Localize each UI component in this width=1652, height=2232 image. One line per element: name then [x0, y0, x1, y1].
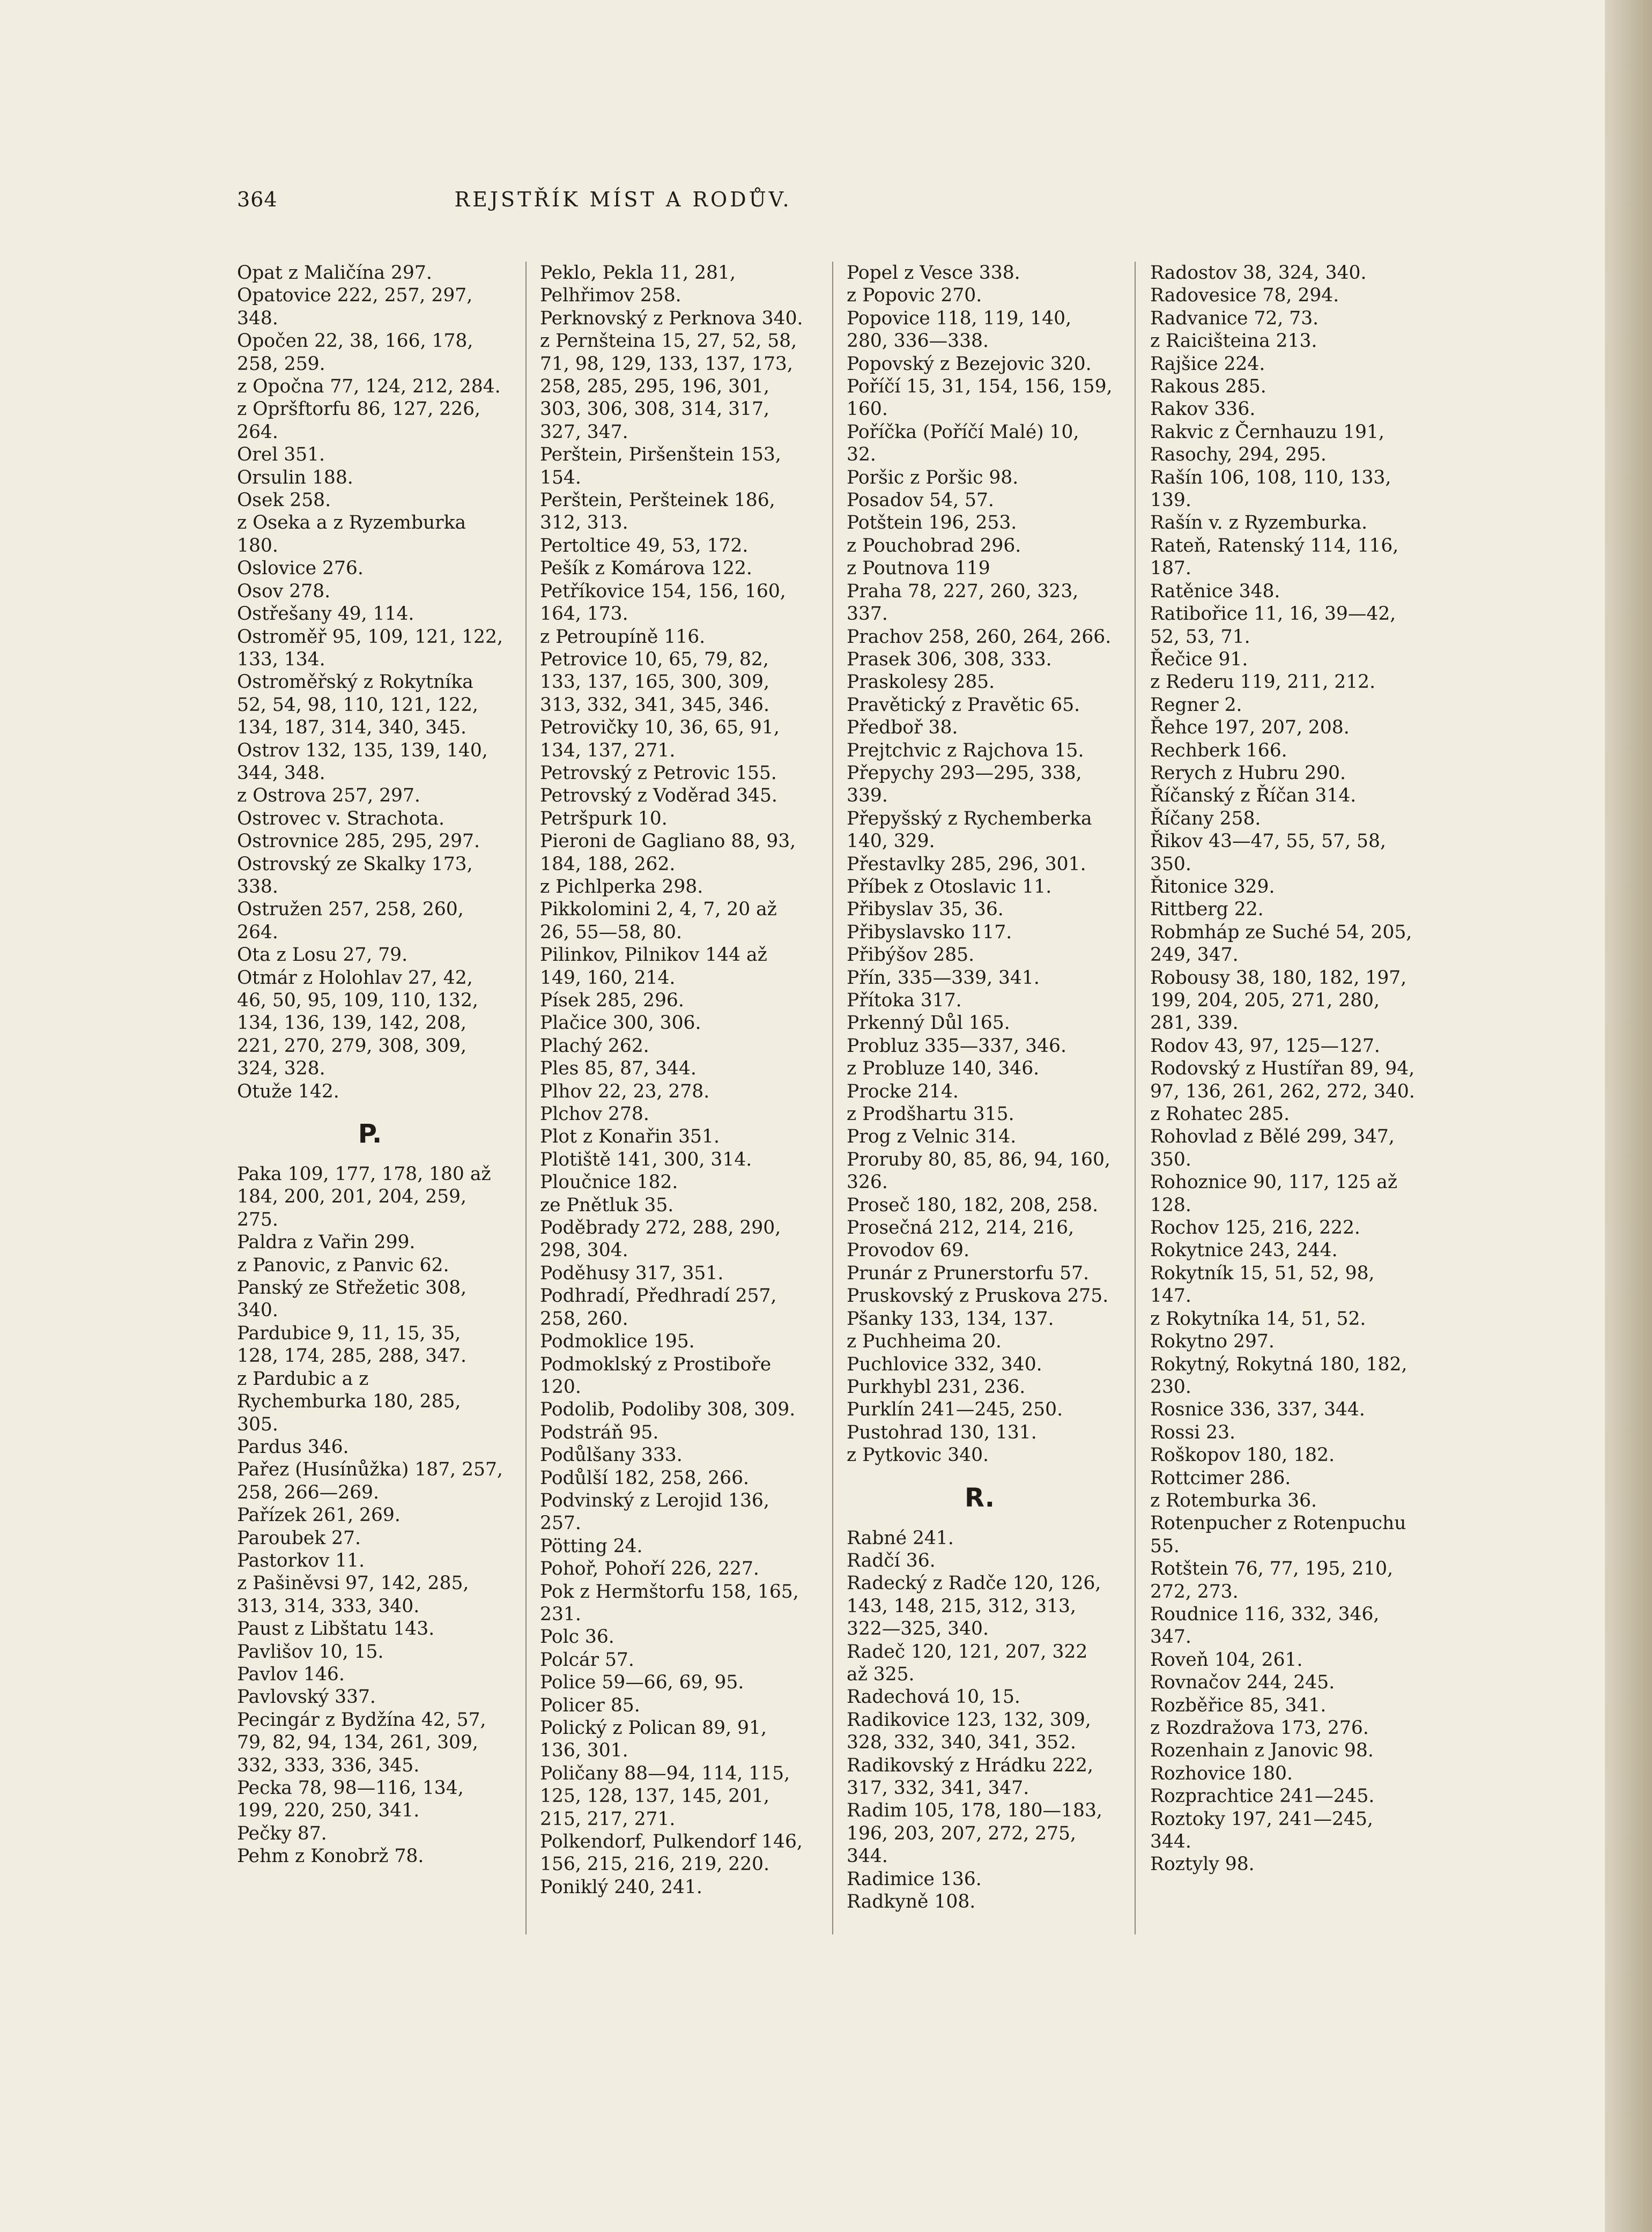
index-entry: Radkyně 108. — [847, 1891, 976, 1913]
index-entry: z Pardubic a z Rychemburka 180, 285, 305. — [237, 1368, 461, 1435]
index-entry: Posadov 54, 57. — [847, 490, 994, 511]
index-entry: Rozběřice 85, 341. — [1150, 1694, 1327, 1716]
index-entry: Oslovice 276. — [237, 558, 364, 580]
section-heading: R. — [964, 1482, 995, 1513]
index-entry: z Puchheima 20. — [847, 1331, 1002, 1353]
index-entry: Proseč 180, 182, 208, 258. — [847, 1194, 1099, 1216]
index-column-4 — [1150, 262, 1416, 1876]
index-entry: z Prodšhartu 315. — [847, 1103, 1014, 1125]
index-entry: Perštein, Peršteinek 186, 312, 313. — [540, 490, 775, 534]
index-entry: Orel 351. — [237, 444, 325, 466]
index-entry: z Oseka a z Ryzemburka 180. — [237, 512, 466, 557]
index-entry: Petříkovice 154, 156, 160, 164, 173. — [540, 580, 786, 625]
index-entry: Pelhřimov 258. — [540, 285, 681, 307]
index-entry: Poděhusy 317, 351. — [540, 1262, 724, 1284]
index-entry: Rotštein 76, 77, 195, 210, 272, 273. — [1150, 1558, 1394, 1603]
page-edge-shadow — [1605, 0, 1652, 2232]
index-entry: Radecký z Radče 120, 126, 143, 148, 215, 312, 313, 322—325, 340. — [847, 1573, 1101, 1640]
index-entry: Podůlší 182, 258, 266. — [540, 1467, 750, 1489]
index-entry: Rozhovice 180. — [1150, 1762, 1293, 1784]
index-entry: Poděbrady 272, 288, 290, 298, 304. — [540, 1217, 781, 1262]
index-entry: z Pouchobrad 296. — [847, 535, 1021, 557]
index-entry: Rajšice 224. — [1150, 353, 1265, 375]
index-entry: Osek 258. — [237, 490, 331, 511]
index-entry: Pecka 78, 98—116, 134, 199, 220, 250, 341. — [237, 1777, 464, 1822]
index-entry: z Pašiněvsi 97, 142, 285, 313, 314, 333, 340. — [237, 1573, 469, 1617]
index-entry: Pečky 87. — [237, 1822, 327, 1844]
index-entry: Provodov 69. — [847, 1240, 969, 1262]
index-entry: Rokytnice 243, 244. — [1150, 1240, 1338, 1262]
index-entry: Pehm z Konobrž 78. — [237, 1845, 424, 1867]
index-entry: Popovice 118, 119, 140, 280, 336—338. — [847, 307, 1072, 352]
index-entry: z Probluze 140, 346. — [847, 1058, 1040, 1080]
index-entry: Přín, 335—339, 341. — [847, 967, 1040, 989]
index-entry: Prosečná 212, 214, 216, — [847, 1217, 1075, 1239]
index-entry: Podvinský z Lerojid 136, 257. — [540, 1489, 769, 1534]
page-title: REJSTŘÍK MÍST A RODŮV. — [454, 188, 792, 211]
index-entry: Osov 278. — [237, 580, 331, 602]
index-entry: Pardus 346. — [237, 1436, 349, 1458]
index-entry: Pruskovský z Pruskova 275. — [847, 1285, 1109, 1307]
index-entry: Rokytník 15, 51, 52, 98, 147. — [1150, 1262, 1375, 1307]
index-entry: Prog z Velnic 314. — [847, 1126, 1017, 1148]
index-entry: Radčí 36. — [847, 1549, 936, 1571]
index-entry: Přibyslavsko 117. — [847, 921, 1012, 943]
index-entry: Pavlovský 337. — [237, 1686, 376, 1708]
index-entry: Robousy 38, 180, 182, 197, 199, 204, 205, 271, 280, 281, 339. — [1150, 967, 1407, 1034]
index-entry: Rašín 106, 108, 110, 133, 139. — [1150, 466, 1391, 511]
index-entry: Ples 85, 87, 344. — [540, 1058, 697, 1080]
index-entry: Radikovice 123, 132, 309, 328, 332, 340, 341, 352. — [847, 1709, 1091, 1754]
index-entry: Radostov 38, 324, 340. — [1150, 262, 1367, 284]
index-entry: Říčany 258. — [1150, 807, 1261, 829]
index-entry: Rotenpucher z Rotenpuchu 55. — [1150, 1512, 1406, 1557]
index-entry: Ostrovec v. Strachota. — [237, 807, 445, 829]
index-column-3 — [847, 262, 1113, 1913]
index-entry: Paka 109, 177, 178, 180 až 184, 200, 201, 204, 259, 275. — [237, 1163, 491, 1230]
index-entry: Řitonice 329. — [1150, 876, 1275, 898]
index-entry: z Panovic, z Panvic 62. — [237, 1254, 449, 1276]
index-entry: Radvanice 72, 73. — [1150, 307, 1319, 329]
index-entry: Otuže 142. — [237, 1080, 339, 1102]
column-divider — [832, 262, 833, 1934]
index-entry: Petrovský z Petrovic 155. — [540, 762, 777, 784]
index-entry: Pastorkov 11. — [237, 1549, 365, 1571]
index-entry: Podolib, Podoliby 308, 309. — [540, 1399, 796, 1421]
index-entry: Pšanky 133, 134, 137. — [847, 1308, 1054, 1330]
index-entry: Rateň, Ratenský 114, 116, 187. — [1150, 535, 1399, 580]
index-entry: Rozenhain z Janovic 98. — [1150, 1740, 1374, 1762]
index-entry: z Rozdražova 173, 276. — [1150, 1717, 1369, 1739]
index-entry: Pecingár z Bydžína 42, 57, 79, 82, 94, 134, 261, 309, 332, 333, 336, 345. — [237, 1709, 486, 1776]
index-entry: Roškopov 180, 182. — [1150, 1444, 1335, 1466]
index-entry: Pilinkov, Pilnikov 144 až 149, 160, 214. — [540, 944, 767, 989]
index-entry: Popovský z Bezejovic 320. — [847, 353, 1092, 375]
index-entry: Pařez (Husínůžka) 187, 257, 258, 266—269. — [237, 1459, 503, 1503]
index-entry: Rovnačov 244, 245. — [1150, 1672, 1335, 1694]
index-entry: Otmár z Holohlav 27, 42, 46, 50, 95, 109, 110, 132, 134, 136, 139, 142, 208, 221, 270, 279, 308, 309, 324, 328. — [237, 967, 478, 1080]
index-entry: Roztyly 98. — [1150, 1853, 1255, 1875]
index-entry: Opat z Maličína 297. — [237, 262, 432, 284]
index-entry: z Rederu 119, 211, 212. — [1150, 671, 1376, 693]
index-entry: Proruby 80, 85, 86, 94, 160, 326. — [847, 1148, 1110, 1193]
index-entry: Prejtchvic z Rajchova 15. — [847, 739, 1084, 761]
index-entry: Ostroměř 95, 109, 121, 122, 133, 134. — [237, 626, 503, 670]
page-number: 364 — [237, 188, 278, 211]
index-entry: Ostrovnice 285, 295, 297. — [237, 830, 480, 852]
index-entry: Předboř 38. — [847, 717, 958, 739]
index-entry: Plot z Konařin 351. — [540, 1126, 720, 1148]
index-entry: Roztoky 197, 241—245, 344. — [1150, 1808, 1373, 1853]
index-entry: Podmoklský z Prostiboře 120. — [540, 1353, 772, 1398]
index-entry: Pieroni de Gagliano 88, 93, 184, 188, 262. — [540, 830, 796, 875]
index-entry: Pohoř, Pohoří 226, 227. — [540, 1558, 759, 1580]
index-entry: Plchov 278. — [540, 1103, 649, 1125]
index-entry: Opatovice 222, 257, 297, 348. — [237, 285, 473, 329]
index-entry: Rakov 336. — [1150, 398, 1256, 420]
index-entry: Procke 214. — [847, 1080, 959, 1102]
index-entry: Přítoka 317. — [847, 990, 962, 1011]
index-entry: Plhov 22, 23, 278. — [540, 1080, 710, 1102]
index-entry: Peklo, Pekla 11, 281, — [540, 262, 736, 284]
index-entry: Řečice 91. — [1150, 648, 1248, 670]
index-entry: Pardubice 9, 11, 15, 35, 128, 174, 285, 288, 347. — [237, 1322, 466, 1367]
index-entry: z Rotemburka 36. — [1150, 1489, 1317, 1511]
index-entry: Polcár 57. — [540, 1649, 634, 1671]
index-entry: Rodov 43, 97, 125—127. — [1150, 1035, 1380, 1057]
index-entry: Ostroměřský z Rokytníka 52, 54, 98, 110, 121, 122, 134, 187, 314, 340, 345. — [237, 671, 478, 739]
index-entry: Rašín v. z Ryzemburka. — [1150, 512, 1368, 534]
index-entry: Prunár z Prunerstorfu 57. — [847, 1262, 1090, 1284]
index-entry: Roveň 104, 261. — [1150, 1649, 1303, 1671]
column-divider — [1135, 262, 1136, 1934]
index-entry: Rochov 125, 216, 222. — [1150, 1217, 1360, 1239]
index-entry: z Popovic 270. — [847, 285, 982, 307]
index-entry: Regner 2. — [1150, 694, 1242, 716]
index-entry: Police 59—66, 69, 95. — [540, 1672, 744, 1694]
index-entry: Ostrovský ze Skalky 173, 338. — [237, 853, 473, 898]
index-entry: Petrovičky 10, 36, 65, 91, 134, 137, 271. — [540, 717, 780, 761]
index-entry: Pertoltice 49, 53, 172. — [540, 535, 749, 557]
index-entry: Radimice 136. — [847, 1868, 982, 1890]
column-divider — [525, 262, 527, 1934]
index-entry: Přestavlky 285, 296, 301. — [847, 853, 1086, 875]
index-entry: Puchlovice 332, 340. — [847, 1353, 1042, 1375]
index-entry: Probluz 335—337, 346. — [847, 1035, 1066, 1057]
index-entry: Rabné 241. — [847, 1527, 954, 1549]
index-entry: z Pichlperka 298. — [540, 876, 703, 898]
index-entry: Opočen 22, 38, 166, 178, 258, 259. — [237, 330, 473, 375]
index-entry: Podhradí, Předhradí 257, 258, 260. — [540, 1285, 777, 1330]
index-entry: Říčanský z Říčan 314. — [1150, 785, 1357, 807]
index-entry: Radechová 10, 15. — [847, 1686, 1020, 1708]
index-entry: Řikov 43—47, 55, 57, 58, 350. — [1150, 830, 1386, 875]
index-entry: Rechberk 166. — [1150, 739, 1287, 761]
index-entry: Radeč 120, 121, 207, 322 až 325. — [847, 1641, 1088, 1685]
index-entry: Plotiště 141, 300, 314. — [540, 1148, 752, 1170]
index-entry: Podůlšany 333. — [540, 1444, 683, 1466]
index-entry: z Pernšteina 15, 27, 52, 58, 71, 98, 129, 133, 137, 173, 258, 285, 295, 196, 301, 303, 306, 308, 314, 317, 327, 347. — [540, 330, 797, 443]
index-entry: Pařízek 261, 269. — [237, 1504, 401, 1526]
index-entry: Rohovlad z Bělé 299, 347, 350. — [1150, 1126, 1395, 1170]
index-entry: Rasochy, 294, 295. — [1150, 444, 1327, 466]
index-entry: Rozprachtice 241—245. — [1150, 1785, 1375, 1807]
index-column-1 — [237, 262, 503, 1868]
index-entry: Ratěnice 348. — [1150, 580, 1280, 602]
index-entry: z Poutnova 119 — [847, 558, 990, 580]
index-entry: Pravětický z Pravětic 65. — [847, 694, 1080, 716]
section-heading: P. — [358, 1119, 382, 1150]
index-entry: Příbek z Otoslavic 11. — [847, 876, 1052, 898]
index-entry: Petrovský z Voděrad 345. — [540, 785, 777, 807]
index-entry: Polc 36. — [540, 1626, 614, 1648]
index-entry: Popel z Vesce 338. — [847, 262, 1020, 284]
index-entry: Paldra z Vařin 299. — [237, 1232, 416, 1254]
index-entry: Paroubek 27. — [237, 1527, 361, 1549]
index-entry: Petrovice 10, 65, 79, 82, 133, 137, 165, 300, 309, 313, 332, 341, 345, 346. — [540, 648, 769, 716]
index-entry: ze Pnětluk 35. — [540, 1194, 674, 1216]
index-entry: Rakvic z Černhauzu 191, — [1150, 421, 1384, 443]
index-entry: Ostřešany 49, 114. — [237, 603, 414, 625]
index-entry: Rakous 285. — [1150, 376, 1266, 398]
index-entry: Přibyslav 35, 36. — [847, 899, 1004, 921]
index-entry: z Opočna 77, 124, 212, 284. — [237, 376, 501, 398]
index-entry: Přepyšský z Rychemberka 140, 329. — [847, 807, 1092, 852]
index-entry: Policer 85. — [540, 1694, 640, 1716]
index-entry: Poličany 88—94, 114, 115, 125, 128, 137, 145, 201, 215, 217, 271. — [540, 1762, 790, 1830]
index-entry: Přibýšov 285. — [847, 944, 975, 966]
index-entry: Pikkolomini 2, 4, 7, 20 až 26, 55—58, 80. — [540, 899, 777, 943]
index-entry: Prkenný Důl 165. — [847, 1012, 1010, 1034]
index-entry: Poříčí 15, 31, 154, 156, 159, 160. — [847, 376, 1113, 420]
index-entry: z Petroupíně 116. — [540, 626, 706, 648]
index-entry: Potštein 196, 253. — [847, 512, 1017, 534]
index-entry: Ratibořice 11, 16, 39—42, 52, 53, 71. — [1150, 603, 1396, 648]
index-entry: Pok z Hermštorfu 158, 165, 231. — [540, 1581, 799, 1625]
index-entry: Ostrov 132, 135, 139, 140, 344, 348. — [237, 739, 488, 784]
index-entry: z Raicišteina 213. — [1150, 330, 1317, 352]
index-entry: Radikovský z Hrádku 222, 317, 332, 341, 347. — [847, 1754, 1093, 1799]
index-entry: Rittberg 22. — [1150, 899, 1264, 921]
index-entry: Rokytno 297. — [1150, 1331, 1275, 1353]
index-entry: Přepychy 293—295, 338, 339. — [847, 762, 1082, 807]
index-entry: Rokytný, Rokytná 180, 182, 230. — [1150, 1353, 1407, 1398]
index-entry: Radim 105, 178, 180—183, 196, 203, 207, 272, 275, 344. — [847, 1800, 1102, 1867]
index-entry: Panský ze Střežetic 308, 340. — [237, 1277, 467, 1322]
index-entry: Ostružen 257, 258, 260, 264. — [237, 899, 464, 943]
index-entry: Poniklý 240, 241. — [540, 1876, 702, 1898]
index-entry: z Opršftorfu 86, 127, 226, 264. — [237, 398, 480, 443]
index-entry: Plačice 300, 306. — [540, 1012, 701, 1034]
index-entry: Plachý 262. — [540, 1035, 649, 1057]
index-entry: Poršic z Poršic 98. — [847, 466, 1019, 488]
index-entry: Pavlišov 10, 15. — [237, 1641, 384, 1663]
index-entry: Praha 78, 227, 260, 323, 337. — [847, 580, 1079, 625]
index-entry: Orsulin 188. — [237, 466, 353, 488]
index-entry: Řehce 197, 207, 208. — [1150, 717, 1350, 739]
index-entry: Polický z Polican 89, 91, 136, 301. — [540, 1717, 767, 1762]
index-entry: Polkendorf, Pulkendorf 146, 156, 215, 216, 219, 220. — [540, 1831, 803, 1875]
index-entry: Robmháp ze Suché 54, 205, 249, 347. — [1150, 921, 1412, 966]
index-entry: Rohoznice 90, 117, 125 až 128. — [1150, 1171, 1398, 1216]
index-entry: Rosnice 336, 337, 344. — [1150, 1399, 1365, 1421]
index-entry: z Rohatec 285. — [1150, 1103, 1290, 1125]
index-column-2 — [540, 262, 806, 1899]
index-entry: Roudnice 116, 332, 346, 347. — [1150, 1603, 1380, 1648]
index-entry: Praskolesy 285. — [847, 671, 995, 693]
index-entry: Ota z Losu 27, 79. — [237, 944, 408, 966]
index-entry: Petršpurk 10. — [540, 807, 668, 829]
index-entry: Pötting 24. — [540, 1535, 643, 1557]
index-entry: Purklín 241—245, 250. — [847, 1399, 1063, 1421]
index-entry: Purkhybl 231, 236. — [847, 1376, 1026, 1398]
index-entry: Podstráň 95. — [540, 1421, 659, 1443]
index-entry: z Ostrova 257, 297. — [237, 785, 420, 807]
index-entry: Paust z Libštatu 143. — [237, 1618, 435, 1640]
index-entry: z Pytkovic 340. — [847, 1444, 989, 1466]
index-entry: Perštein, Piršenštein 153, 154. — [540, 444, 781, 488]
index-entry: Rodovský z Hustířan 89, 94, 97, 136, 261, 262, 272, 340. — [1150, 1058, 1415, 1102]
index-entry: Radovesice 78, 294. — [1150, 285, 1339, 307]
index-entry: Rossi 23. — [1150, 1421, 1236, 1443]
index-entry: Ploučnice 182. — [540, 1171, 678, 1193]
index-entry: z Rokytníka 14, 51, 52. — [1150, 1308, 1366, 1330]
index-entry: Rottcimer 286. — [1150, 1467, 1291, 1489]
index-entry: Prasek 306, 308, 333. — [847, 648, 1052, 670]
index-entry: Perknovský z Perknova 340. — [540, 307, 803, 329]
index-entry: Rerych z Hubru 290. — [1150, 762, 1346, 784]
index-entry: Pustohrad 130, 131. — [847, 1421, 1037, 1443]
index-entry: Prachov 258, 260, 264, 266. — [847, 626, 1112, 648]
index-entry: Poříčka (Poříčí Malé) 10, 32. — [847, 421, 1079, 466]
index-entry: Pavlov 146. — [237, 1663, 345, 1685]
index-entry: Písek 285, 296. — [540, 990, 684, 1011]
index-entry: Podmoklice 195. — [540, 1331, 695, 1353]
index-entry: Pešík z Komárova 122. — [540, 558, 752, 580]
page-header — [237, 188, 1009, 220]
